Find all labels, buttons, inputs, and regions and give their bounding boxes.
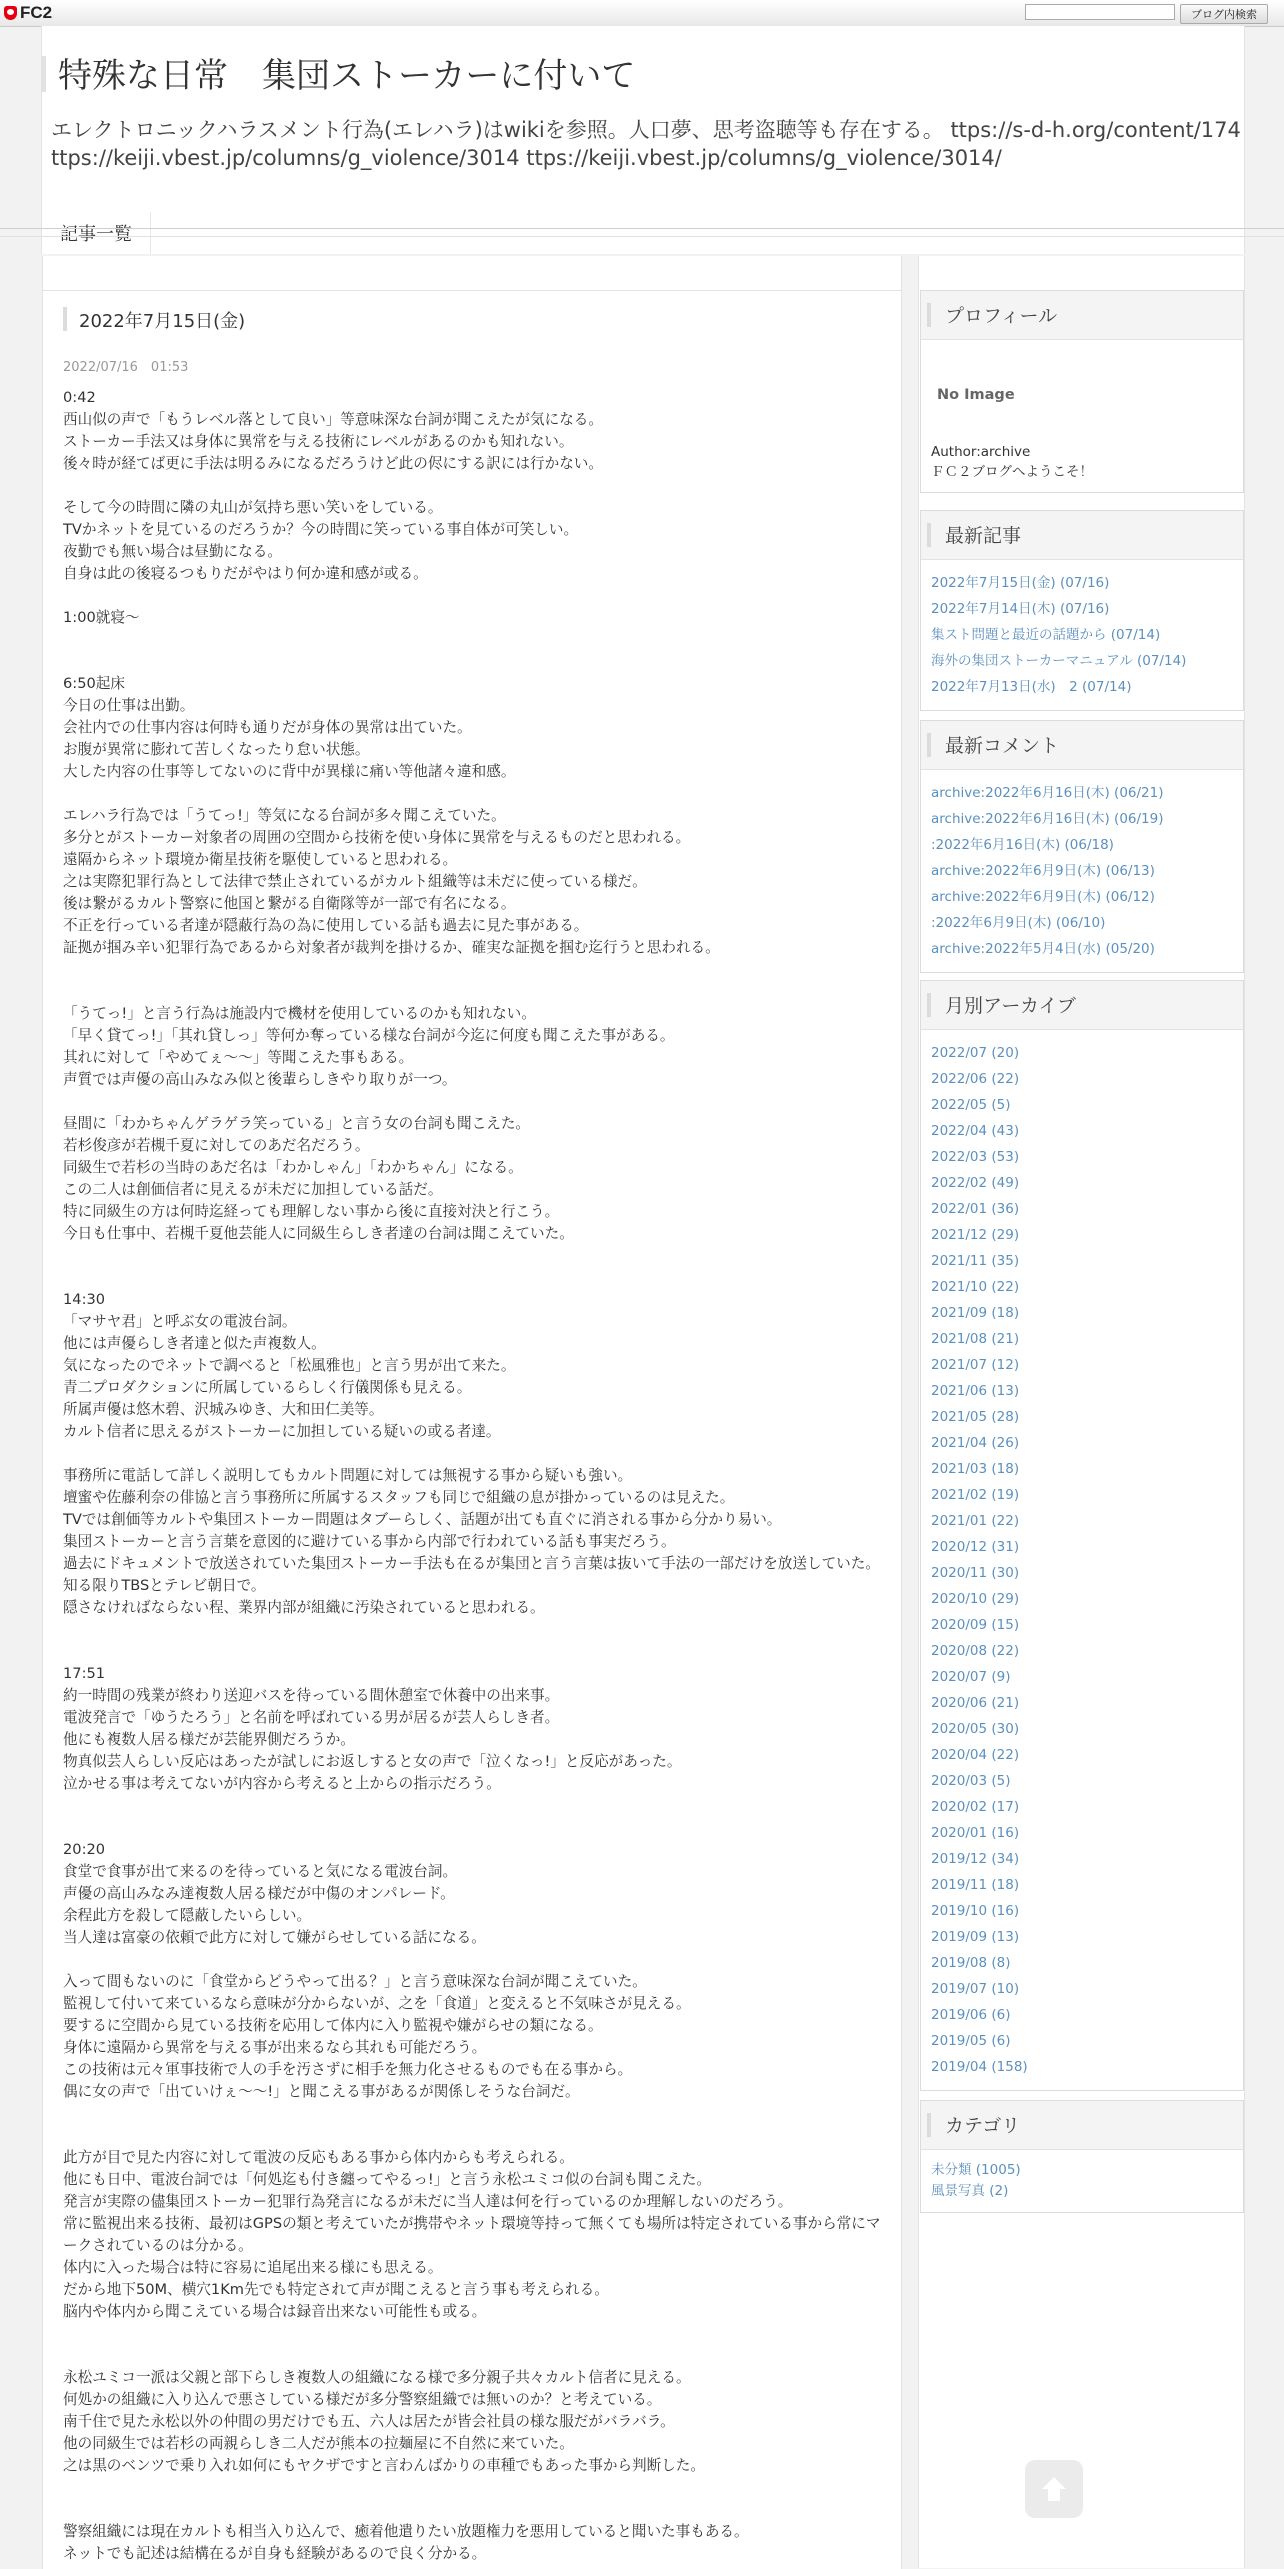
recent-comments-plugin <box>920 720 1244 973</box>
recent-comment-link[interactable]: archive:2022年6月9日(木) (06/12) <box>931 889 1155 905</box>
recent-posts-heading: 最新記事 <box>945 525 1022 547</box>
arrow-up-icon <box>1037 2472 1071 2506</box>
archive-link[interactable]: 2020/08 (22) <box>931 1643 1020 1659</box>
archive-link[interactable]: 2021/10 (22) <box>931 1279 1020 1295</box>
recent-post-link[interactable]: 2022年7月14日(木) (07/16) <box>931 601 1110 617</box>
category-heading: カテゴリ <box>945 2115 1021 2137</box>
archive-link[interactable]: 2022/05 (5) <box>931 1097 1011 1113</box>
profile-heading: プロフィール <box>945 305 1058 327</box>
archive-link[interactable]: 2020/04 (22) <box>931 1747 1020 1763</box>
archive-link[interactable]: 2019/04 (158) <box>931 2059 1028 2075</box>
archive-link[interactable]: 2019/12 (34) <box>931 1851 1020 1867</box>
archive-list <box>921 1030 1243 2090</box>
archive-link[interactable]: 2020/11 (30) <box>931 1565 1020 1581</box>
recent-posts-header <box>921 511 1243 560</box>
archive-link[interactable]: 2021/01 (22) <box>931 1513 1020 1529</box>
recent-comments-list <box>921 770 1243 972</box>
fc2-logo-text: FC2 <box>20 3 53 22</box>
archive-link[interactable]: 2020/07 (9) <box>931 1669 1011 1685</box>
archive-link[interactable]: 2022/06 (22) <box>931 1071 1020 1087</box>
archive-link[interactable]: 2020/09 (15) <box>931 1617 1020 1633</box>
archive-link[interactable]: 2019/06 (6) <box>931 2007 1011 2023</box>
archive-link[interactable]: 2019/05 (6) <box>931 2033 1011 2049</box>
archive-link[interactable]: 2020/01 (16) <box>931 1825 1020 1841</box>
profile-author: Author:archive <box>931 444 1031 460</box>
archive-link[interactable]: 2021/06 (13) <box>931 1383 1020 1399</box>
recent-posts-plugin <box>920 510 1244 711</box>
profile-plugin <box>920 290 1244 493</box>
archive-link[interactable]: 2022/07 (20) <box>931 1045 1020 1061</box>
archive-link[interactable]: 2020/03 (5) <box>931 1773 1011 1789</box>
fc2-toolbar <box>0 0 1284 27</box>
heading-accent-bar <box>927 993 931 1017</box>
archive-link[interactable]: 2021/07 (12) <box>931 1357 1020 1373</box>
archive-link[interactable]: 2022/01 (36) <box>931 1201 1020 1217</box>
archive-link[interactable]: 2019/09 (13) <box>931 1929 1020 1945</box>
archive-link[interactable]: 2021/05 (28) <box>931 1409 1020 1425</box>
archive-link[interactable]: 2020/02 (17) <box>931 1799 1020 1815</box>
header-divider-secondary <box>0 236 1284 237</box>
entry-article <box>42 290 902 2569</box>
archive-link[interactable]: 2019/11 (18) <box>931 1877 1020 1893</box>
archive-link[interactable]: 2022/03 (53) <box>931 1149 1020 1165</box>
entry-title-accent-bar <box>63 307 67 331</box>
archive-link[interactable]: 2019/08 (8) <box>931 1955 1011 1971</box>
recent-posts-list <box>921 560 1243 710</box>
recent-comment-link[interactable]: archive:2022年6月16日(木) (06/21) <box>931 785 1164 801</box>
recent-post-link[interactable]: 2022年7月13日(水) 2 (07/14) <box>931 679 1132 695</box>
blog-header <box>41 26 1245 254</box>
recent-post-link[interactable]: 集スト問題と最近の話題から (07/14) <box>931 627 1161 643</box>
entry-date: 2022/07/16 01:53 <box>63 360 189 375</box>
recent-comments-heading: 最新コメント <box>945 735 1060 757</box>
blog-title[interactable]: 特殊な日常 集団ストーカーに付いて <box>58 56 636 96</box>
archive-link[interactable]: 2021/03 (18) <box>931 1461 1020 1477</box>
main-column-top <box>42 256 902 290</box>
profile-welcome: ＦＣ２ブログへようこそ！ <box>931 464 1093 480</box>
recent-comment-link[interactable]: archive:2022年6月16日(木) (06/19) <box>931 811 1164 827</box>
archive-link[interactable]: 2022/02 (49) <box>931 1175 1020 1191</box>
archive-link[interactable]: 2021/08 (21) <box>931 1331 1020 1347</box>
category-header <box>921 2101 1243 2150</box>
category-link[interactable]: 未分類 (1005) <box>931 2162 1021 2178</box>
archive-link[interactable]: 2021/04 (26) <box>931 1435 1020 1451</box>
heading-accent-bar <box>927 303 931 327</box>
category-plugin <box>920 2100 1244 2213</box>
archive-link[interactable]: 2020/10 (29) <box>931 1591 1020 1607</box>
profile-body <box>921 340 1243 492</box>
archive-link[interactable]: 2021/11 (35) <box>931 1253 1020 1269</box>
header-divider <box>0 228 1284 229</box>
archive-link[interactable]: 2019/07 (10) <box>931 1981 1020 1997</box>
recent-post-link[interactable]: 2022年7月15日(金) (07/16) <box>931 575 1110 591</box>
profile-no-image: No Image <box>937 387 1015 403</box>
archive-link[interactable]: 2021/02 (19) <box>931 1487 1020 1503</box>
archive-link[interactable]: 2020/12 (31) <box>931 1539 1020 1555</box>
profile-header <box>921 291 1243 340</box>
category-link[interactable]: 風景写真 (2) <box>931 2183 1009 2199</box>
entry-title[interactable]: 2022年7月15日(金) <box>79 311 246 332</box>
heading-accent-bar <box>927 733 931 757</box>
heading-accent-bar <box>927 523 931 547</box>
heading-accent-bar <box>927 2113 931 2137</box>
blog-search-input[interactable] <box>1025 4 1175 20</box>
archive-link[interactable]: 2022/04 (43) <box>931 1123 1020 1139</box>
archive-header <box>921 981 1243 1030</box>
entry-body: 0:42 西山似の声で「もうレベル落として良い」等意味深な台詞が聞こえたが気になる。 ストーカー手法又は身体に異常を与える技術にレベルがあるのかも知れない。 後々時が経てば更に手法は明るみになるだろうけど此の侭にする訳には行かない。 そして今の時間に隣の丸山が気持ち悪い笑いをしている。 TVかネットを見ているのだろうか？今の時間に笑っている事自体が可笑しい。 夜勤でも無い場合は昼勤になる。 自身は此の後寝るつもりだがやはり何か違和感が或る。 1:00就寝～ 6:50起床 今日の仕事は出勤。 会社内での仕事内容は何時も通りだが身体の異常は出ていた。 お腹が異常に膨れて苦しくなったり怠い状態。 大した内容の仕事等してないのに背中が異様に痛い等他諸々違和感。 エレハラ行為では「うてっ!」等気になる台詞が多々聞こえていた。 多分とがストーカー対象者の周囲の空間から技術を使い身体に異常を与えるものだと思われる。 遠隔からネット環境か衛星技術を駆使していると思われる。 之は実際犯罪行為として法律で禁止されているがカルト組織等は未だに使っている様だ。 後は繋がるカルト警察に他国と繋がる自衛隊等が一部で有名になる。 不正を行っている者達が隠蔽行為の為に使用している話も過去に見た事がある。 証拠が掴み辛い犯罪行為であるから対象者が裁判を掛けるか、確実な証拠を掴む迄行うと思われる。 「うてっ!」と言う行為は施設内で機材を使用しているのかも知れない。 「早く貸てっ!」「其れ貸しっ」等何か奪っている様な台詞が今迄に何度も聞こえた事がある。 其れに対して「やめてぇ～～」等聞こえた事もある。 声質では声優の高山みなみ似と後輩らしきやり取りが一つ。 昼間に「わかちゃんゲラゲラ笑っている」と言う女の台詞も聞こえた。 若杉俊彦が若槻千夏に対してのあだ名だろう。 同級生で若杉の当時のあだ名は「わかしゃん」「わかちゃん」になる。 この二人は創価信者に見えるが未だに加担している話だ。 特に同級生の方は何時迄経っても理解しない事から後に直接対決と行こう。 今日も仕事中、若槻千夏他芸能人に同級生らしき者達の台詞は聞こえていた。 14:30 「マサヤ君」と呼ぶ女の電波台詞。 他には声優らしき者達と似た声複数人。 気になったのでネットで調べると「松風雅也」と言う男が出て来た。 青二プロダクションに所属しているらしく行儀関係も見える。 所属声優は悠木碧、沢城みゆき、大和田仁美等。 カルト信者に思えるがストーカーに加担している疑いの或る者達。 事務所に電話して詳しく説明してもカルト問題に対しては無視する事から疑いも強い。 壇蜜や佐藤利奈の俳協と言う事務所に所属するスタッフも同じで組織の息が掛かっているのは見えた。 TVでは創価等カルトや集団ストーカー問題はタブーらしく、話題が出ても直ぐに消される事から分かり易い。 集団ストーカーと言う言葉を意図的に避けている事から内部で行われている話も事実だろう。 過去にドキュメントで放送されていた集団ストーカー手法も在るが集団と言う言葉は抜いて手法の一部だけを放送していた。知る限りTBSとテレビ朝日で。 隠さなければならない程、業界内部が組織に汚染されていると思われる。 17:51 約一時間の残業が終わり送迎バスを待っている間休憩室で休養中の出来事。 電波発言で「ゆうたろう」と名前を呼ばれている男が居るが芸人らしき者。 他にも複数人居る様だが芸能界側だろうか。 物真似芸人らしい反応はあったが試しにお返しすると女の声で「泣くなっ!」と反応があった。 泣かせる事は考えてないが内容から考えると上からの指示だろう。 20:20 食堂で食事が出て来るのを待っていると気になる電波台詞。 声優の高山みなみ達複数人居る様だが中傷のオンパレード。 余程此方を殺して隠蔽したいらしい。 当人達は富豪の依頼で此方に対して嫌がらせしている話になる。 入って間もないのに「食堂からどうやって出る？」と言う意味深な台詞が聞こえていた。 監視して付いて来ているなら意味が分からないが、之を「食道」と変えると不気味さが見える。 要するに空間から見ている技術を応用して体内に入り監視や嫌がらせの類になる。 身体に遠隔から異常を与える事が出来るなら其れも可能だろう。 この技術は元々軍事技術で人の手を汚さずに相手を無力化させるものでも在る事から。 偶に女の声で「出ていけぇ～～!」と聞こえる事があるが関係しそうな台詞だ。 此方が目で見た内容に対して電波の反応もある事から体内からも考えられる。 他にも日中、電波台詞では「何処迄も付き纏ってやるっ!」と言う永松ユミコ似の台詞も聞こえた。 発言が実際の儘集団ストーカー犯罪行為発言になるが未だに当人達は何を行っているのか理解しないのだろう。 常に監視出来る技術、最初はGPSの類と考えていたが携帯やネット環境等持って無くても場所は特定されている事から常にマークされているのは分かる。 体内に入った場合は特に容易に追尾出来る様にも思える。 だから地下50M、横穴1Km先でも特定されて声が聞こえると言う事も考えられる。 脳内や体内から聞こえている場合は録音出来ない可能性も或る。 永松ユミコ一派は父親と部下らしき複数人の組織になる様で多分親子共々カルト信者に見える。 何処かの組織に入り込んで悪さしている様だが多分警察組織では無いのか？と考えている。 南千住で見た永松以外の仲間の男だけでも五、六人は居たが皆会社員の様な服だがバラバラ。 他の同級生では若杉の両親らしき二人だが熊本の拉麺屋に不自然に来ていた。 之は黒のベンツで乗り入れ如何にもヤクザですと言わんばかりの車種でもあった事から判断した。 警察組織には現在カルトも相当入り込んで、癒着他遣りたい放題権力を悪用していると聞いた事もある。 ネットでも記述は結構在るが自身も経験があるので良く分かる。 <box>63 389 881 2562</box>
title-accent-bar <box>42 56 46 92</box>
blog-description: エレクトロニックハラスメント行為(エレハラ)はwikiを参照。人口夢、思考盗聴等も存在する。 ttps://s-d-h.org/content/174 ttps://keiji.vbest.jp/columns/g_violence/3014 ttps://keiji.vbest.jp/columns/g_violence/3014/ <box>51 118 1241 170</box>
category-list <box>921 2150 1243 2212</box>
recent-comment-link[interactable]: archive:2022年5月4日(水) (05/20) <box>931 941 1155 957</box>
back-to-top-button[interactable] <box>1025 2460 1083 2518</box>
monthly-archive-plugin <box>920 980 1244 2091</box>
recent-comment-link[interactable]: :2022年6月16日(木) (06/18) <box>931 837 1114 853</box>
recent-post-link[interactable]: 海外の集団ストーカーマニュアル (07/14) <box>931 653 1187 669</box>
archive-link[interactable]: 2020/05 (30) <box>931 1721 1020 1737</box>
fc2-logo[interactable] <box>4 3 52 23</box>
archive-link[interactable]: 2020/06 (21) <box>931 1695 1020 1711</box>
recent-comments-header <box>921 721 1243 770</box>
fc2-logo-icon <box>4 6 17 20</box>
recent-comment-link[interactable]: archive:2022年6月9日(木) (06/13) <box>931 863 1155 879</box>
recent-comment-link[interactable]: :2022年6月9日(木) (06/10) <box>931 915 1106 931</box>
blog-search-button[interactable]: ブログ内検索 <box>1180 4 1268 24</box>
archive-link[interactable]: 2021/09 (18) <box>931 1305 1020 1321</box>
archive-link[interactable]: 2021/12 (29) <box>931 1227 1020 1243</box>
archive-heading: 月別アーカイブ <box>945 995 1076 1017</box>
archive-link[interactable]: 2019/10 (16) <box>931 1903 1020 1919</box>
nav-item-entry-list[interactable]: 記事一覧 <box>42 212 151 254</box>
